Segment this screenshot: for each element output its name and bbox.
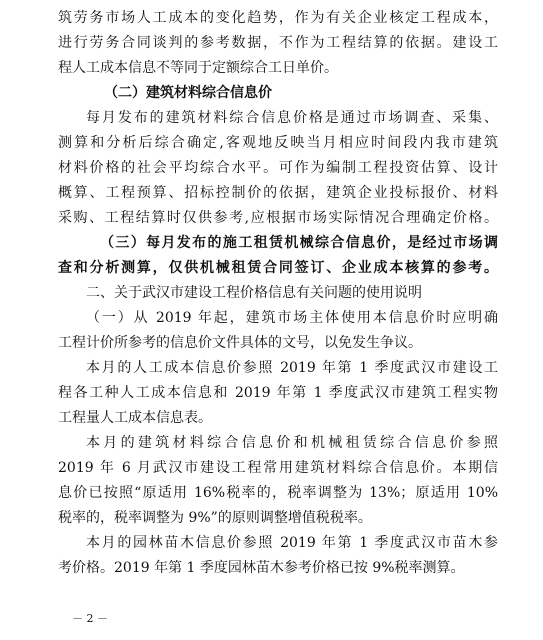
text-line: （一）从 2019 年起，建筑市场主体使用本信息价时应明确 xyxy=(86,310,498,326)
text-line: 工程计价所参考的信息价文件具体的文号，以免发生争议。 xyxy=(58,335,422,351)
text-line: 材料价格的社会平均综合水平。可作为编制工程投资估算、设计 xyxy=(58,160,498,176)
bold-paragraph-line: （三）每月发布的施工租赁机械综合信息价，是经过市场调 xyxy=(100,235,498,251)
text-line: 息价已按照“原适用 16%税率的，税率调整为 13%；原适用 10% xyxy=(58,485,498,501)
text-line: 进行劳务合同谈判的参考数据，不作为工程结算的依据。建设工 xyxy=(58,35,498,51)
text-line: 本月的人工成本信息价参照 2019 年第 1 季度武汉市建设工 xyxy=(86,360,498,376)
text-line: 税率的，税率调整为 9%”的原则调整增值税税率。 xyxy=(58,510,372,526)
text-line: 程各工种人工成本信息和 2019 年第 1 季度武汉市建筑工程实物 xyxy=(58,385,498,401)
text-line: 本月的园林苗木信息价参照 2019 年第 1 季度武汉市苗木参 xyxy=(86,535,498,551)
text-line: 采购、工程结算时仅供参考,应根据市场实际情况合理确定价格。 xyxy=(58,210,498,226)
text-line: 工程量人工成本信息表。 xyxy=(58,410,212,426)
text-line: 测算和分析后综合确定,客观地反映当月相应时间段内我市建筑 xyxy=(58,135,498,151)
text-line: 2019 年 6 月武汉市建设工程常用建筑材料综合信息价。本期信 xyxy=(58,460,498,476)
text-line: 概算、工程预算、招标控制价的依据，建筑企业投标报价、材料 xyxy=(58,185,498,201)
text-line: 考价格。2019 年第 1 季度园林苗木参考价格已按 9%税率测算。 xyxy=(58,560,465,576)
section-heading: 二、关于武汉市建设工程价格信息有关问题的使用说明 xyxy=(86,285,422,301)
page-number: － 2 － xyxy=(72,612,108,625)
text-line: 每月发布的建筑材料综合信息价格是通过市场调查、采集、 xyxy=(86,110,498,126)
text-line: 程人工成本信息不等同于定额综合工日单价。 xyxy=(58,60,338,76)
text-line: 筑劳务市场人工成本的变化趋势，作为有关企业核定工程成本， xyxy=(58,10,498,26)
section-heading: （二）建筑材料综合信息价 xyxy=(104,85,272,101)
bold-paragraph-line: 查和分析测算，仅供机械租赁合同签订、企业成本核算的参考。 xyxy=(58,260,498,276)
text-line: 本月的建筑材料综合信息价和机械租赁综合信息价参照 xyxy=(86,435,498,451)
